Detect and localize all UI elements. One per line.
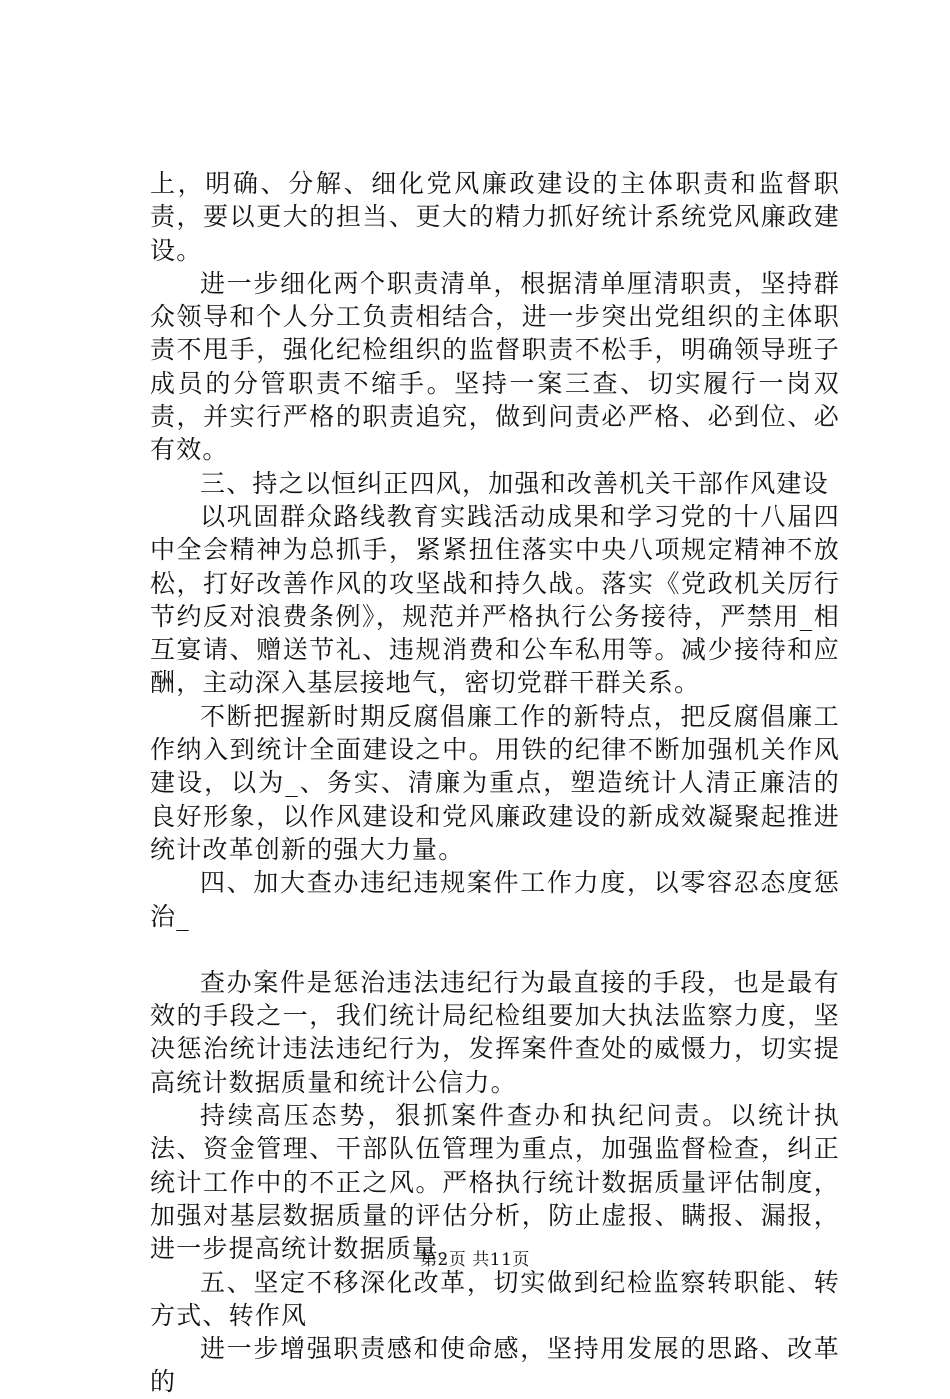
section-heading-3: 三、持之以恒纠正四风，加强和改善机关干部作风建设 [200,468,829,498]
document-body [150,167,840,1399]
paragraph-continuation: 上，明确、分解、细化党风廉政建设的主体职责和监督职责，要以更大的担当、更大的精力抓好统计系统党风廉政建设。 [150,169,840,265]
page-number-footer: 第2页 共11页 [420,1250,530,1270]
paragraph: 查办案件是惩治违法违纪行为最直接的手段，也是最有效的手段之一，我们统计局纪检组要加大执法监察力度，坚决惩治统计违法违纪行为，发挥案件查处的威慑力，切实提高统计数据质量和统计公信力。 [150,967,840,1097]
section-heading-5: 五、坚定不移深化改革，切实做到纪检监察转职能、转方式、转作风 [150,1267,840,1330]
paragraph: 进一步增强职责感和使命感，坚持用发展的思路、改革的 [150,1334,840,1397]
paragraph: 进一步细化两个职责清单，根据清单厘清职责，坚持群众领导和个人分工负责相结合，进一步突出党组织的主体职责不甩手，强化纪检组织的监督职责不松手，明确领导班子成员的分管职责不缩手。坚持一案三查、切实履行一岗双责，并实行严格的职责追究，做到问责必严格、必到位、必有效。 [150,268,840,465]
paragraph: 持续高压态势，狠抓案件查办和执纪问责。以统计执法、资金管理、干部队伍管理为重点，加强监督检查，纠正统计工作中的不正之风。严格执行统计数据质量评估制度，加强对基层数据质量的评估分析，防止虚报、瞒报、漏报，进一步提高统计数据质量。 [150,1101,840,1264]
paragraph: 不断把握新时期反腐倡廉工作的新特点，把反腐倡廉工作纳入到统计全面建设之中。用铁的纪律不断加强机关作风建设，以为_、务实、清廉为重点，塑造统计人清正廉洁的良好形象，以作风建设和党风廉政建设的新成效凝聚起推进统计改革创新的强大力量。 [150,701,840,864]
section-heading-4: 四、加大查办违纪违规案件工作力度，以零容忍态度惩治_ [150,868,840,931]
blank-line [150,933,840,966]
paragraph: 以巩固群众路线教育实践活动成果和学习党的十八届四中全会精神为总抓手，紧紧扭住落实中央八项规定精神不放松，打好改善作风的攻坚战和持久战。落实《党政机关厉行节约反对浪费条例》，规范并严格执行公务接待，严禁用_相互宴请、赠送节礼、违规消费和公车私用等。减少接待和应酬，主动深入基层接地气，密切党群干群关系。 [150,501,840,698]
